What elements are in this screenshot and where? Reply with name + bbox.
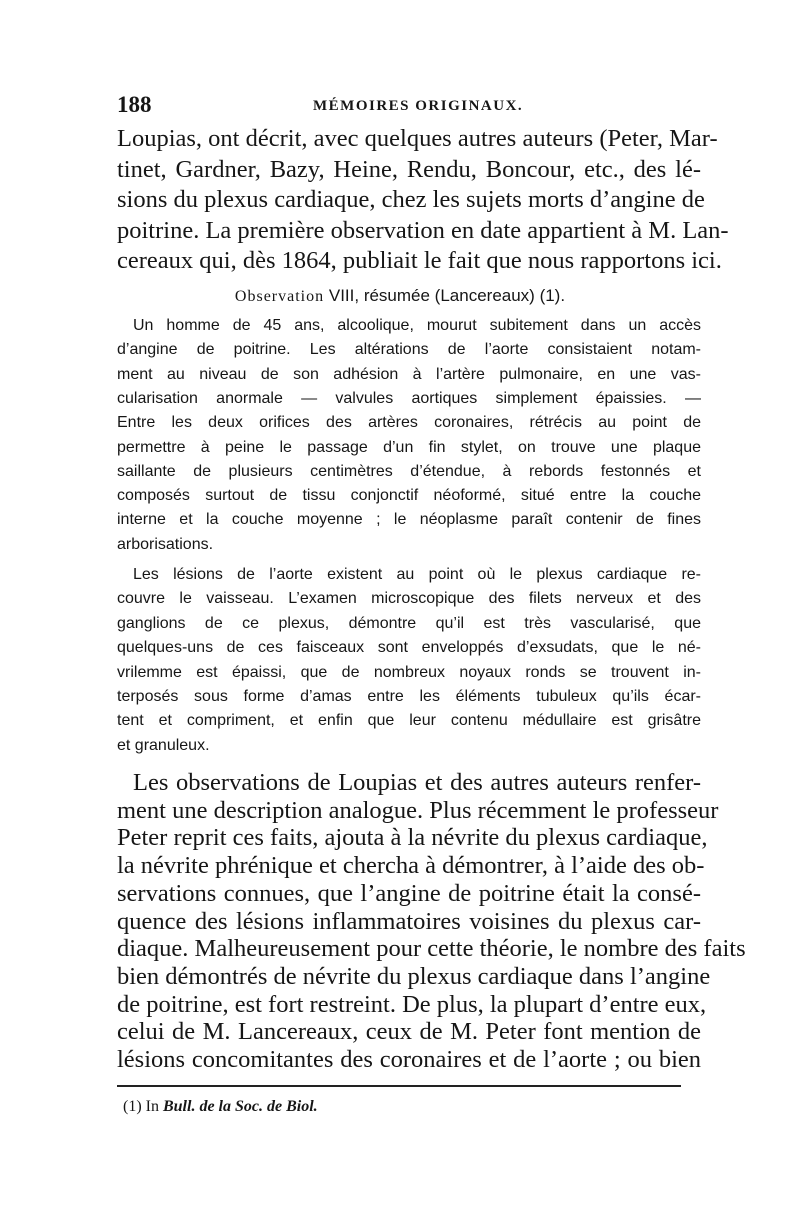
text-line: lésions concomitantes des coronaires et de l’aorte ; ou bien — [117, 1046, 701, 1073]
text-line: ganglions de ce plexus, démontre qu’il est très vascularisé, que — [117, 614, 701, 632]
observation-title: VIII, résumée (Lancereaux) (1). — [328, 286, 566, 305]
text-line: et granuleux. — [117, 736, 210, 754]
text-line: quence des lésions inflammatoires voisines du plexus car- — [117, 907, 701, 935]
text-line: Les lésions de l’aorte existent au point où le plexus cardiaque re- — [133, 566, 701, 583]
text-line: quelques-uns de ces faisceaux sont enveloppés d’exsudats, que le né- — [117, 639, 701, 657]
footnote — [123, 1098, 318, 1116]
text-line: cularisation anormale — valvules aortiques simplement épaissies. — — [117, 389, 701, 407]
text-line: servations connues, que l’angine de poitrine était la consé- — [117, 879, 701, 907]
text-line: bien démontrés de névrite du plexus cardiaque dans l’angine — [117, 962, 711, 990]
footnote-source: Bull. de la Soc. de Biol. — [162, 1098, 318, 1115]
text-line: ment une description analogue. Plus récemment le professeur — [117, 796, 719, 824]
text-line: arborisations. — [117, 535, 214, 553]
text-line: Entre les deux orifices des artères coronaires, rétrécis au point de — [117, 414, 701, 432]
text-line: terposés sous forme d’amas entre les éléments tubuleux qu’ils écar- — [117, 688, 701, 705]
text-line: saillante de plusieurs centimètres d’étendue, à rebords festonnés et — [117, 462, 701, 480]
text-line: composés surtout de tissu conjonctif néoformé, situé entre la couche — [117, 487, 701, 505]
text-line: Peter reprit ces faits, ajouta à la névrite du plexus cardiaque, — [117, 824, 708, 852]
text-line: cereaux qui, dès 1864, publiait le fait que nous rapportons ici. — [117, 247, 722, 274]
running-head: MÉMOIRES ORIGINAUX. — [313, 98, 524, 114]
text-line: d’angine de poitrine. Les altérations de l’aorte consistaient notam- — [117, 341, 701, 359]
text-line: de poitrine, est fort restreint. De plus, la plupart d’entre eux, — [117, 990, 707, 1018]
text-line: poitrine. La première observation en date appartient à M. Lan- — [117, 216, 729, 244]
page-header — [117, 92, 701, 124]
text-line: celui de M. Lancereaux, ceux de M. Peter font mention de — [117, 1018, 701, 1046]
text-line: Les observations de Loupias et des autres auteurs renfer- — [133, 769, 701, 796]
observation-label: Observation — [234, 288, 325, 305]
footnote-rule — [117, 1085, 681, 1087]
text-line: sions du plexus cardiaque, chez les sujets morts d’angine de — [117, 186, 705, 213]
footnote-prefix: In — [145, 1098, 159, 1115]
text-line: tent et compriment, et enfin que leur contenu médullaire est grisâtre — [117, 712, 701, 730]
text-line: Un homme de 45 ans, alcoolique, mourut subitement dans un accès — [133, 317, 701, 334]
text-line: diaque. Malheureusement pour cette théorie, le nombre des faits — [117, 935, 746, 963]
text-line: couvre le vaisseau. L’examen microscopique des filets nerveux et des — [117, 590, 701, 608]
observation-heading — [0, 286, 800, 306]
text-line: ment au niveau de son adhésion à l’artère pulmonaire, en une vas- — [117, 365, 701, 383]
text-line: interne et la couche moyenne ; le néoplasme paraît contenir de fines — [117, 511, 701, 529]
text-line: tinet, Gardner, Bazy, Heine, Rendu, Boncour, etc., des lé- — [117, 155, 701, 183]
text-line: vrilemme est épaissi, que de nombreux noyaux ronds se trouvent in- — [117, 663, 701, 681]
page-number: 188 — [117, 92, 152, 117]
text-line: permettre à peine le passage d’un fin stylet, on trouve une plaque — [117, 438, 701, 456]
text-line: Loupias, ont décrit, avec quelques autres auteurs (Peter, Mar- — [117, 125, 718, 152]
footnote-marker: (1) — [123, 1098, 142, 1115]
text-line: la névrite phrénique et chercha à démontrer, à l’aide des ob- — [117, 852, 705, 880]
